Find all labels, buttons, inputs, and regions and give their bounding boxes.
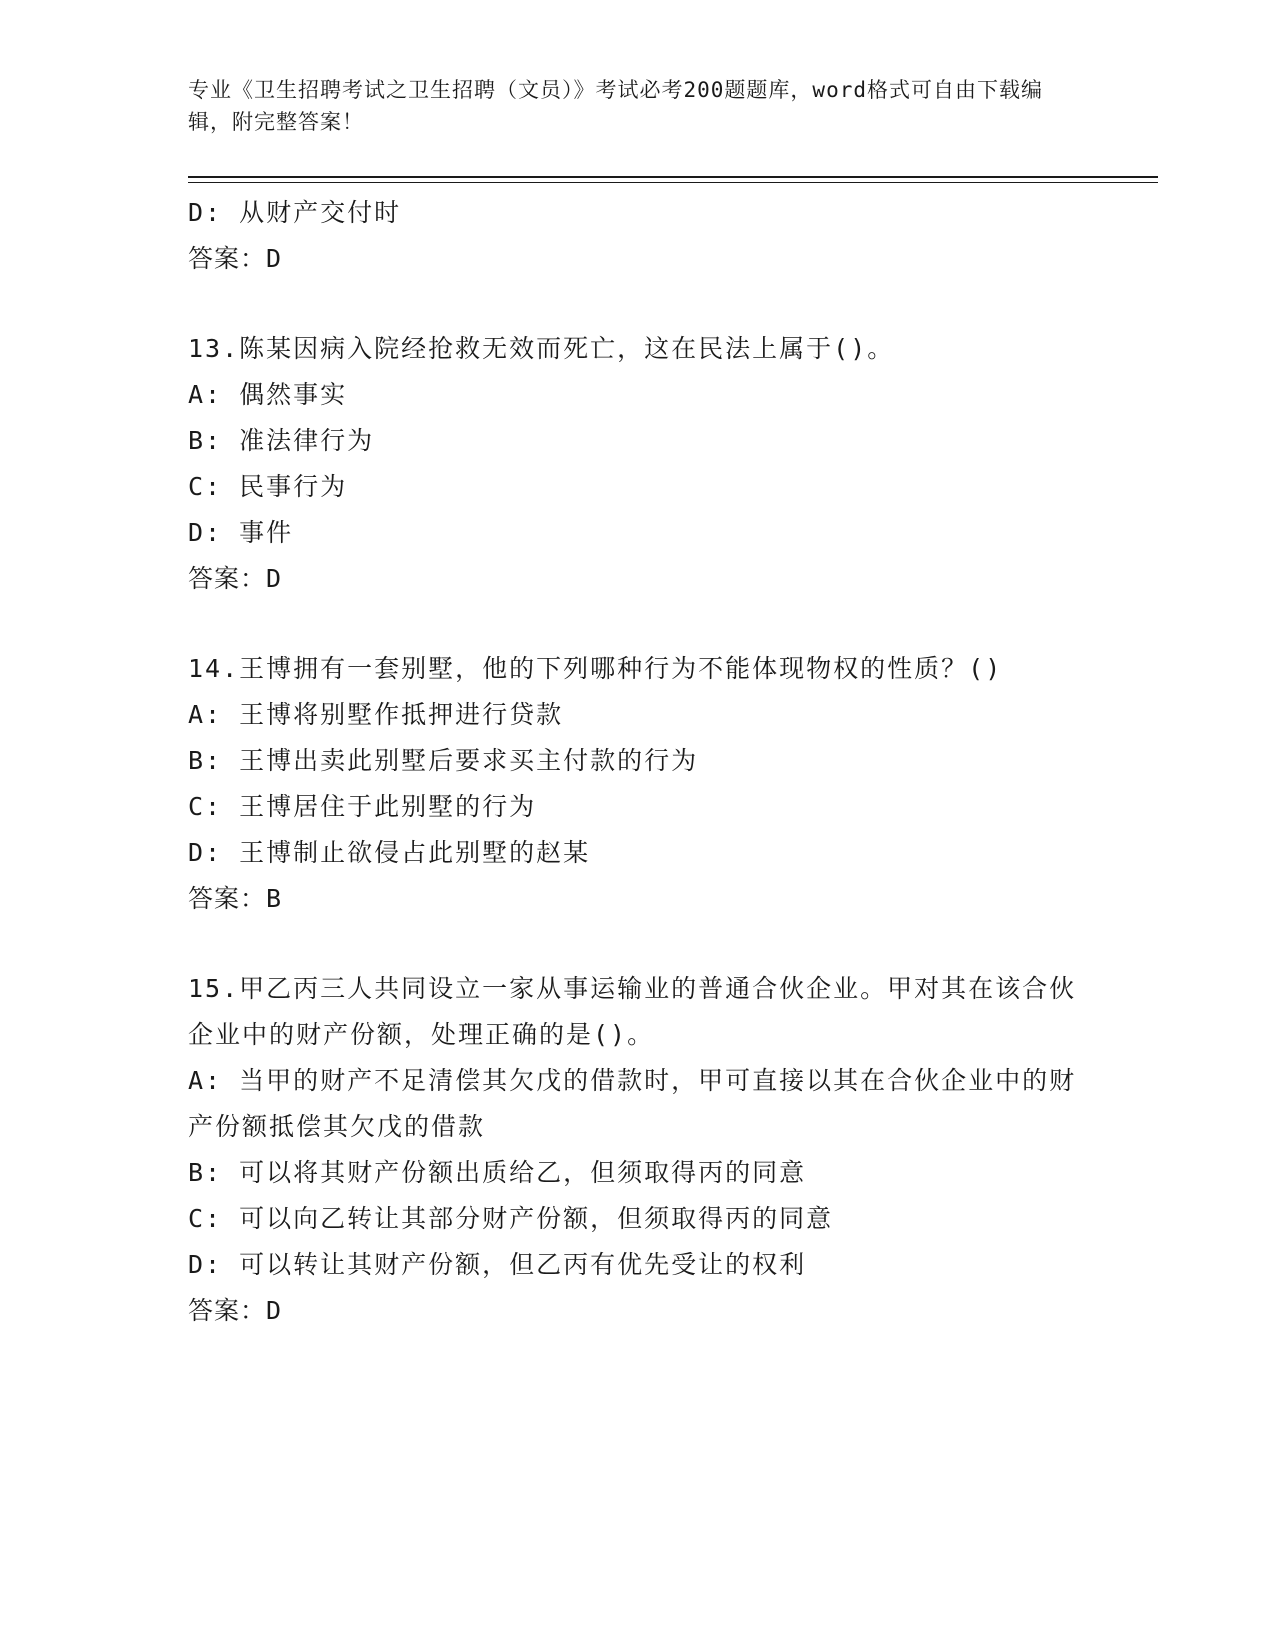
- answer-value: D: [266, 244, 283, 273]
- answer-value: D: [266, 564, 283, 593]
- answer-label: 答案：: [188, 884, 267, 913]
- option-b: B: 王博出卖此别墅后要求买主付款的行为: [188, 746, 699, 775]
- option-a: A: 王博将别墅作抵押进行贷款: [188, 700, 564, 729]
- answer-value: D: [266, 1296, 283, 1325]
- option-a: A: 偶然事实: [188, 380, 348, 409]
- header-divider-thin: [188, 182, 1158, 183]
- option-c: C: 可以向乙转让其部分财产份额，但须取得丙的同意: [188, 1204, 834, 1233]
- option-b: B: 准法律行为: [188, 426, 375, 455]
- option-c: C: 民事行为: [188, 472, 348, 501]
- question-13: [188, 326, 1088, 602]
- answer: [188, 556, 1088, 602]
- question-stem: 15.甲乙丙三人共同设立一家从事运输业的普通合伙企业。甲对其在该合伙企业中的财产份额，处理正确的是()。: [188, 974, 1077, 1049]
- answer-label: 答案：: [188, 1296, 267, 1325]
- answer: [188, 1288, 1088, 1334]
- header-divider-thick: [188, 176, 1158, 178]
- option-d: D: 王博制止欲侵占此别墅的赵某: [188, 838, 591, 867]
- answer-label: 答案：: [188, 244, 267, 273]
- option-d: D: 可以转让其财产份额，但乙丙有优先受让的权利: [188, 1250, 807, 1279]
- question-15: [188, 966, 1088, 1334]
- question-content: [188, 190, 1088, 1334]
- question-14: [188, 646, 1088, 922]
- option-d: D: 事件: [188, 518, 294, 547]
- prev-answer: [188, 236, 1088, 282]
- answer: [188, 876, 1088, 922]
- option-c: C: 王博居住于此别墅的行为: [188, 792, 537, 821]
- question-stem: 14.王博拥有一套别墅，他的下列哪种行为不能体现物权的性质？(): [188, 654, 1003, 683]
- document-header: 专业《卫生招聘考试之卫生招聘（文员）》考试必考200题题库，word格式可自由下载编辑，附完整答案！: [188, 78, 1043, 134]
- option-a: A: 当甲的财产不足清偿其欠戊的借款时，甲可直接以其在合伙企业中的财产份额抵偿其欠戊的借款: [188, 1066, 1077, 1141]
- answer-label: 答案：: [188, 564, 267, 593]
- question-stem: 13.陈某因病入院经抢救无效而死亡，这在民法上属于()。: [188, 334, 895, 363]
- answer-value: B: [266, 884, 283, 913]
- prev-option-d: D: 从财产交付时: [188, 198, 402, 227]
- option-b: B: 可以将其财产份额出质给乙，但须取得丙的同意: [188, 1158, 807, 1187]
